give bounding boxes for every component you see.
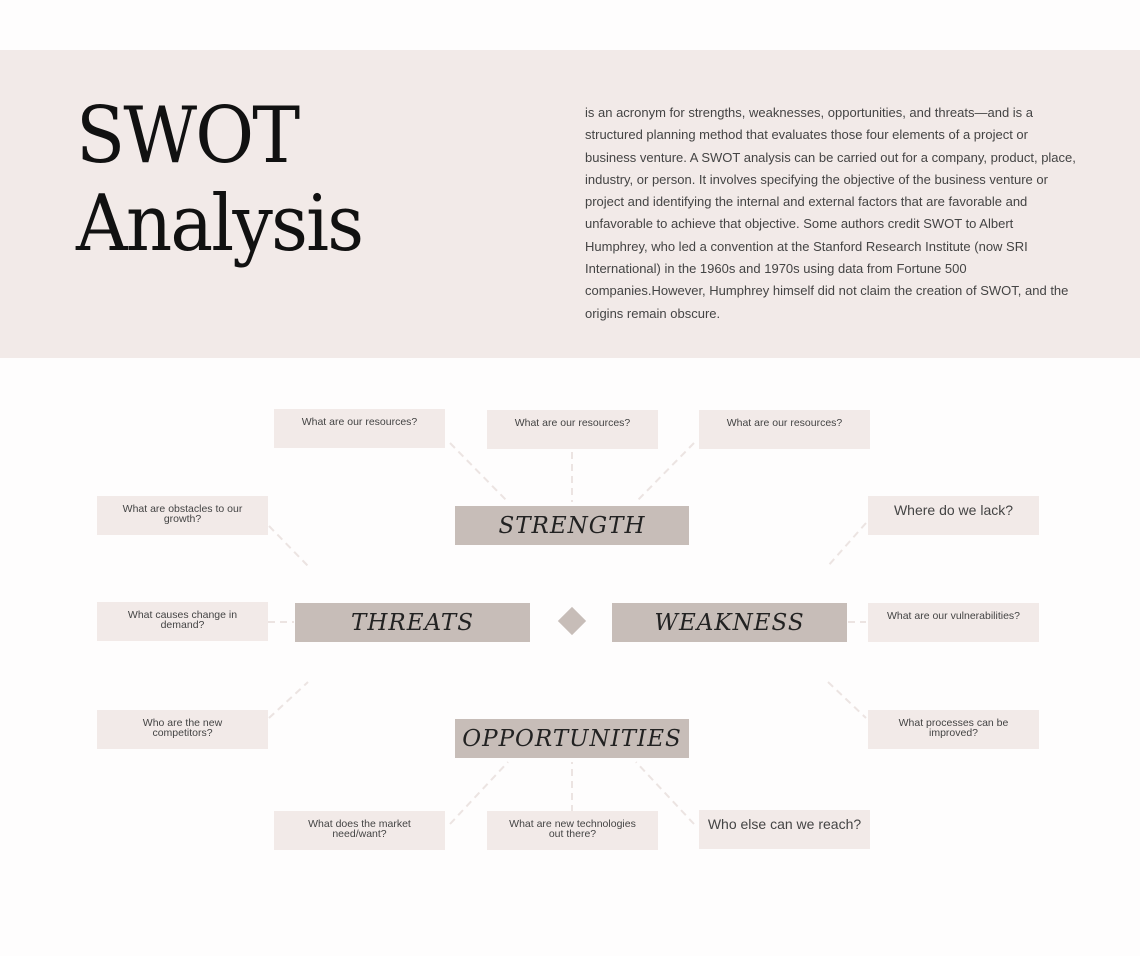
title-line-1: SWOT [76, 91, 299, 181]
connector-weakness-1 [828, 523, 866, 566]
connector-strength-3 [636, 443, 694, 502]
connector-threats-1 [269, 526, 308, 566]
connector-weakness-3 [828, 682, 866, 718]
intro-paragraph: is an acronym for strengths, weaknesses, opportunities, and threats—and is a structured planning method that evaluates those four elements of a project or business venture. A SWOT analysis can be carried out for a company, product, place, industry, or person. It involves specifying the objective of the business venture or project and identifying the internal and external factors that are favorable and unfavorable to achieve that objective. Some authors credit SWOT to Albert Humphrey, who led a convention at the Stanford Research Institute (now SRI International) in the 1960s and 1970s using data from Fortune 500 companies.However, Humphrey himself did not claim the creation of SWOT, and the origins remain obscure. [585, 105, 1076, 321]
opportunities-question-1: What does the market need/want? [274, 811, 445, 850]
weakness-question-2: What are our vulnerabilities? [868, 603, 1039, 642]
opportunities-question-3: Who else can we reach? [699, 810, 870, 849]
weakness-question-1: Where do we lack? [868, 496, 1039, 535]
threats-question-1: What are obstacles to our growth? [97, 496, 268, 535]
weakness-question-3: What processes can be improved? [868, 710, 1039, 749]
threats-box: THREATS [295, 603, 530, 642]
connector-threats-3 [269, 682, 308, 718]
connector-strength-1 [450, 443, 508, 502]
weakness-box: WEAKNESS [612, 603, 847, 642]
strength-question-2: What are our resources? [487, 410, 658, 449]
title-line-2: Analysis [76, 179, 363, 269]
threats-question-2: What causes change in demand? [97, 602, 268, 641]
strength-question-1: What are our resources? [274, 409, 445, 448]
opportunities-box: OPPORTUNITIES [455, 719, 689, 758]
opportunities-question-2: What are new technologies out there? [487, 811, 658, 850]
threats-question-3: Who are the new competitors? [97, 710, 268, 749]
strength-box: STRENGTH [455, 506, 689, 545]
strength-question-3: What are our resources? [699, 410, 870, 449]
